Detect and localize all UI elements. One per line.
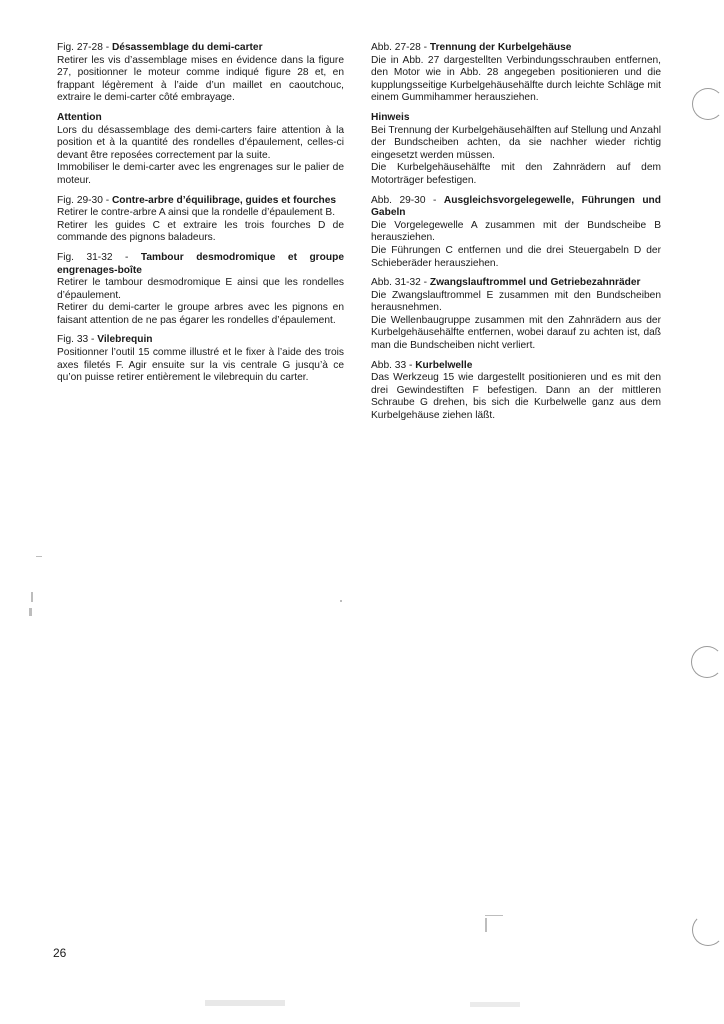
section bbox=[57, 42, 344, 105]
section bbox=[57, 195, 344, 245]
section-title: Vilebrequin bbox=[97, 334, 153, 346]
paragraph: Retirer le contre-arbre A ainsi que la rondelle d’épaulement B. bbox=[57, 207, 336, 219]
section-heading bbox=[57, 252, 344, 277]
paragraph: Die Vorgelegewelle A zusammen mit der Bundscheibe B herausziehen. bbox=[371, 219, 661, 244]
binder-hole-mark bbox=[692, 914, 724, 946]
section-heading bbox=[371, 42, 661, 55]
section-heading bbox=[57, 334, 344, 347]
right-column-german bbox=[371, 42, 661, 430]
figure-reference: Abb. 33 - bbox=[371, 359, 416, 371]
section-body bbox=[57, 125, 344, 188]
paragraph: Die Kurbelgehäusehälfte mit den Zahnrädern auf dem Motorträger befestigen. bbox=[371, 162, 661, 186]
binder-hole-mark bbox=[692, 88, 724, 120]
paragraph: Das Werkzeug 15 wie dargestellt positionieren und es mit den drei Gewindestiften F befestigen. Dann an der mittleren Schraube G drehen, bis sich die Kurbelwelle ganz aus dem Kurbelgehäuse ziehen läßt. bbox=[371, 372, 661, 422]
section-body bbox=[371, 125, 661, 188]
binder-hole-mark bbox=[691, 646, 723, 678]
section-title: Contre-arbre d’équilibrage, guides et fourches bbox=[111, 194, 337, 206]
section-title: Trennung der Kurbelgehäuse bbox=[429, 42, 572, 53]
section-body bbox=[371, 290, 661, 353]
left-column-french bbox=[57, 42, 344, 392]
scan-speck bbox=[36, 556, 42, 557]
figure-reference: Fig. 31-32 - bbox=[57, 251, 141, 263]
section-heading bbox=[371, 360, 661, 373]
section bbox=[371, 42, 661, 105]
paragraph: Die Wellenbaugruppe zusammen mit den Zahnrädern aus der Kurbelgehäusehälfte entfernen, wobei darauf zu achten ist, daß man die Bundscheiben nicht verliert. bbox=[371, 314, 661, 352]
section-heading bbox=[57, 42, 344, 55]
section-heading bbox=[371, 195, 661, 220]
section-heading bbox=[57, 112, 344, 125]
scan-speck bbox=[205, 1000, 285, 1006]
section-heading bbox=[57, 195, 344, 208]
section-heading bbox=[371, 277, 661, 290]
paragraph: Positionner l’outil 15 comme illustré et le fixer à l’aide des trois axes filetés F. Agir ensuite sur la vis centrale G jusqu’à ce qu’on puisse retirer entièrement le vilebrequin du carter. bbox=[57, 347, 344, 384]
section-body bbox=[57, 207, 344, 245]
paragraph: Retirer le tambour desmodromique E ainsi que les rondelles d’épaulement. bbox=[57, 277, 344, 301]
section-body bbox=[371, 220, 661, 270]
section-body bbox=[57, 277, 344, 327]
scan-speck bbox=[31, 592, 33, 602]
section-title: Zwangslauftrommel und Getriebezahnräder bbox=[429, 277, 641, 289]
section-title: Tambour desmodromique et groupe engrenages-boîte bbox=[57, 251, 344, 276]
section-title: Désassemblage du demi-carter bbox=[111, 42, 263, 53]
section bbox=[371, 112, 661, 188]
section-body bbox=[371, 372, 661, 422]
paragraph: Die Zwangslauftrommel E zusammen mit den Bundscheiben herausnehmen. bbox=[371, 289, 661, 314]
figure-reference: Fig. 27-28 - bbox=[57, 42, 112, 53]
paragraph: Immobiliser le demi-carter avec les engrenages sur le palier de moteur. bbox=[57, 162, 344, 186]
scan-speck bbox=[29, 608, 32, 616]
paragraph: Retirer du demi-carter le groupe arbres avec les pignons en faisant attention de ne pas égarer les rondelles d’épaulement. bbox=[57, 302, 344, 326]
scan-speck bbox=[470, 1002, 520, 1007]
paragraph: Lors du désassemblage des demi-carters faire attention à la position et à la quantité des rondelles d’épaulement, celles-ci devant être reposées correctement par la suite. bbox=[57, 124, 344, 161]
section-title: Hinweis bbox=[371, 111, 410, 123]
paragraph: Die Führungen C entfernen und die drei Steuergabeln D der Schieberäder herausziehen. bbox=[371, 244, 661, 269]
figure-reference: Fig. 33 - bbox=[57, 334, 98, 346]
paragraph: Die in Abb. 27 dargestellten Verbindungsschrauben entfernen, den Motor wie in Abb. 28 angegeben positionieren und die kupplungsseitige Kurbelgehäusehälfte durch leichte Schläge mit einem Gummihammer herausziehen. bbox=[371, 54, 661, 104]
figure-reference: Abb. 31-32 - bbox=[371, 277, 430, 289]
section-title: Attention bbox=[57, 111, 102, 123]
figure-reference: Abb. 29-30 - bbox=[371, 194, 444, 206]
scan-speck bbox=[485, 915, 503, 916]
figure-reference: Abb. 27-28 - bbox=[371, 42, 430, 53]
page-number: 26 bbox=[53, 946, 67, 960]
section bbox=[57, 252, 344, 328]
section bbox=[371, 360, 661, 423]
section-title: Kurbelwelle bbox=[415, 359, 473, 371]
section bbox=[57, 334, 344, 384]
section-body bbox=[371, 55, 661, 105]
paragraph: Retirer les guides C et extraire les trois fourches D de commande des pignons baladeurs. bbox=[57, 219, 344, 244]
section bbox=[371, 277, 661, 353]
figure-reference: Fig. 29-30 - bbox=[57, 194, 112, 206]
paragraph: Retirer les vis d’assemblage mises en évidence dans la figure 27, positionner le moteur comme indiqué figure 28 et, en frappant légèrement à l’aide d’un maillet en caoutchouc, extraire le demi-carter côté embrayage. bbox=[57, 54, 344, 104]
section-title: Ausgleichsvorgelegewelle, Führungen und Gabeln bbox=[371, 194, 661, 219]
section bbox=[371, 195, 661, 271]
paragraph: Bei Trennung der Kurbelgehäusehälften auf Stellung und Anzahl der Bundscheiben achten, da sie nachher wieder richtig eingesetzt werden müssen. bbox=[371, 124, 661, 161]
scan-speck bbox=[340, 600, 342, 602]
section-body bbox=[57, 55, 344, 105]
section bbox=[57, 112, 344, 188]
section-heading bbox=[371, 112, 661, 125]
scan-speck bbox=[485, 918, 487, 932]
section-body bbox=[57, 347, 344, 385]
